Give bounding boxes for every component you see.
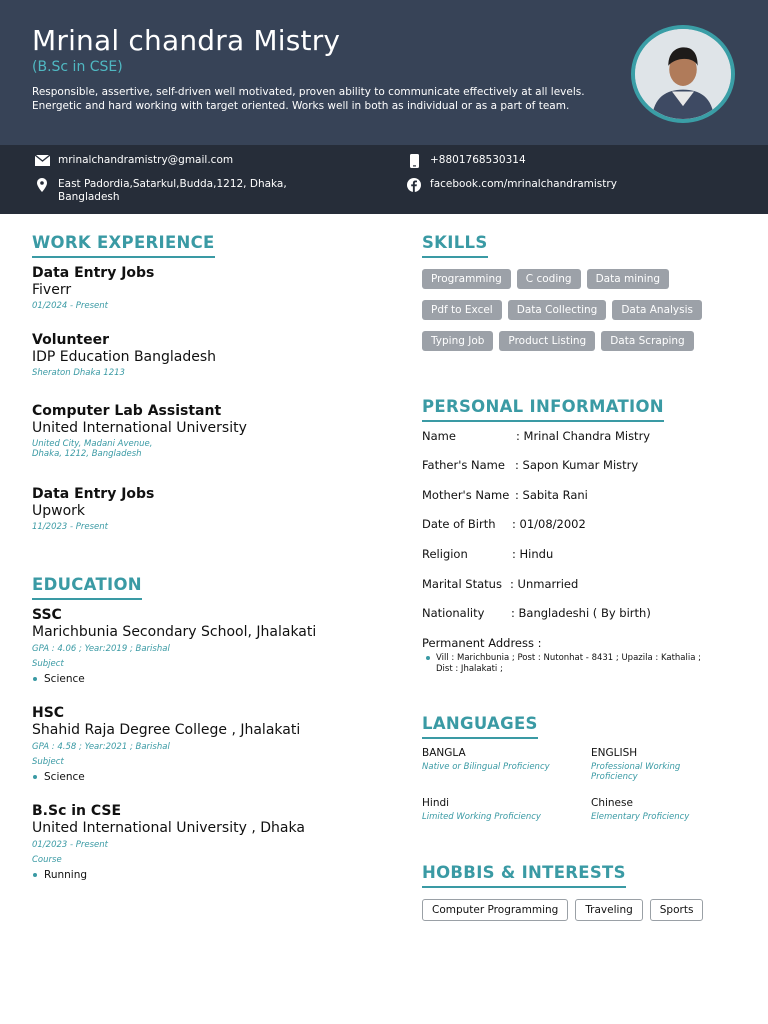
skill-tag: Programming [422,269,511,289]
personal-info-label: Father's Name [422,458,505,472]
permanent-address-label: Permanent Address : [422,636,542,650]
education-heading: EDUCATION [32,575,142,600]
language-level: Elementary Proficiency [591,812,690,822]
personal-info-value: : Sapon Kumar Mistry [515,458,639,472]
phone-text: +8801768530314 [430,154,526,166]
bullet-dot [33,873,37,877]
education-item [32,803,392,881]
email-icon [34,154,50,167]
language-item [591,747,751,782]
bullet-dot [426,656,430,660]
location-icon [34,178,50,191]
education-detail: GPA : 4.06 ; Year:2019 ; Barishal [32,644,170,654]
language-item [591,797,751,822]
bullet-dot [33,677,37,681]
contact-address [34,178,287,204]
education-title: SSC [32,607,62,623]
education-item [32,705,392,783]
hobbies-list [422,899,710,921]
address-text [58,178,287,204]
hobby-tag: Traveling [575,899,642,921]
skill-tag: Data Scraping [601,331,694,351]
profile-photo [631,25,735,123]
skill-tag: Data mining [587,269,669,289]
skills-heading: SKILLS [422,233,488,258]
personal-information-heading: PERSONAL INFORMATION [422,397,664,422]
personal-info-value: : Sabita Rani [515,488,588,502]
skill-tag: C coding [517,269,581,289]
language-level: Professional Working [591,762,681,772]
education-sub-label: Subject [32,757,64,767]
work-title: Data Entry Jobs [32,265,155,281]
summary-line: Responsible, assertive, self-driven well motivated, proven ability to communicate effectively at all levels. [32,86,585,98]
work-item [32,265,392,311]
personal-info-label: Marital Status [422,577,502,591]
languages-heading: LANGUAGES [422,714,538,739]
work-org: Upwork [32,503,86,519]
education-org: Shahid Raja Degree College , Jhalakati [32,722,301,738]
skill-tag: Pdf to Excel [422,300,502,320]
education-title: B.Sc in CSE [32,803,122,819]
work-item [32,486,392,532]
language-item [422,797,582,822]
summary-line: Energetic and hard working with target oriented. Works well in both as individual or as a part of team. [32,99,570,112]
personal-info-value: : Mrinal Chandra Mistry [516,429,651,443]
address-line: Dist : Jhalakati ; [436,664,503,674]
work-title: Data Entry Jobs [32,486,155,502]
skill-tag: Typing Job [422,331,493,351]
personal-info-label: Name [422,429,456,443]
education-title: HSC [32,705,65,721]
language-level: Proficiency [591,772,638,782]
hobbies-heading: HOBBIS & INTERESTS [422,863,626,888]
bullet-text: Science [44,673,85,685]
bullet-text: Running [44,869,88,881]
bullet-dot [33,775,37,779]
education-detail: GPA : 4.58 ; Year:2021 ; Barishal [32,742,170,752]
education-bullet [32,673,392,685]
contact-email[interactable] [34,154,233,167]
language-level: Native or Bilingual Proficiency [422,762,550,772]
personal-info-label: Religion [422,547,468,561]
work-item [32,332,392,378]
personal-info-label: Mother's Name [422,488,510,502]
degree-subtitle: (B.Sc in CSE) [32,59,123,75]
permanent-address [425,653,735,675]
bullet-text: Science [44,771,85,783]
work-title: Volunteer [32,332,110,348]
hobby-tag: Computer Programming [422,899,568,921]
skill-row [422,269,742,289]
hobby-tag: Sports [650,899,704,921]
work-detail: Dhaka, 1212, Bangladesh [32,449,142,459]
work-org: IDP Education Bangladesh [32,349,217,365]
personal-info-label: Nationality [422,606,485,620]
education-detail: 01/2023 - Present [32,840,109,850]
work-org: United International University [32,420,247,436]
language-name: ENGLISH [591,747,638,759]
education-sub-label: Course [32,855,62,865]
personal-info-value: : 01/08/2002 [512,517,586,531]
personal-info-value: : Hindu [512,547,554,561]
work-item [32,403,392,459]
skill-tag: Data Analysis [612,300,702,320]
skill-tag: Data Collecting [508,300,607,320]
resume-header [0,0,768,145]
contact-bar [0,145,768,214]
language-level: Limited Working Proficiency [422,812,541,822]
education-bullet [32,771,392,783]
work-org: Fiverr [32,282,72,298]
contact-phone[interactable] [406,154,526,167]
work-detail: 01/2024 - Present [32,301,109,311]
education-org: Marichbunia Secondary School, Jhalakati [32,624,317,640]
address-line: Vill : Marichbunia ; Post : Nutonhat - 8431 ; Upazila : Kathalia ; [436,653,702,663]
language-item [422,747,582,772]
skill-tag: Product Listing [499,331,595,351]
summary [32,86,592,113]
education-org: United International University , Dhaka [32,820,305,836]
work-detail: United City, Madani Avenue, [32,439,153,449]
full-name: Mrinal chandra Mistry [32,24,341,57]
work-detail: Sheraton Dhaka 1213 [32,368,125,378]
skill-row [422,331,742,351]
skills-list [422,269,742,362]
education-item [32,607,392,685]
email-text: mrinalchandramistry@gmail.com [58,154,234,166]
education-bullet [32,869,392,881]
personal-info-value: : Unmarried [510,577,579,591]
phone-icon [406,154,422,167]
skill-row [422,300,742,320]
personal-info-label: Date of Birth [422,517,496,531]
work-detail: 11/2023 - Present [32,522,109,532]
contact-facebook[interactable] [406,178,617,191]
work-experience-heading: WORK EXPERIENCE [32,233,215,258]
address-line: Bangladesh [58,191,120,203]
address-line: East Padordia,Satarkul,Budda,1212, Dhaka, [58,178,287,190]
language-name: BANGLA [422,747,466,759]
education-sub-label: Subject [32,659,64,669]
facebook-icon [406,178,422,191]
language-name: Chinese [591,797,633,809]
facebook-text: facebook.com/mrinalchandramistry [430,178,617,190]
personal-info-value: : Bangladeshi ( By birth) [511,606,651,620]
language-name: Hindi [422,797,450,809]
permanent-address-text [436,653,701,675]
profile-photo-avatar [635,29,731,119]
work-title: Computer Lab Assistant [32,403,222,419]
